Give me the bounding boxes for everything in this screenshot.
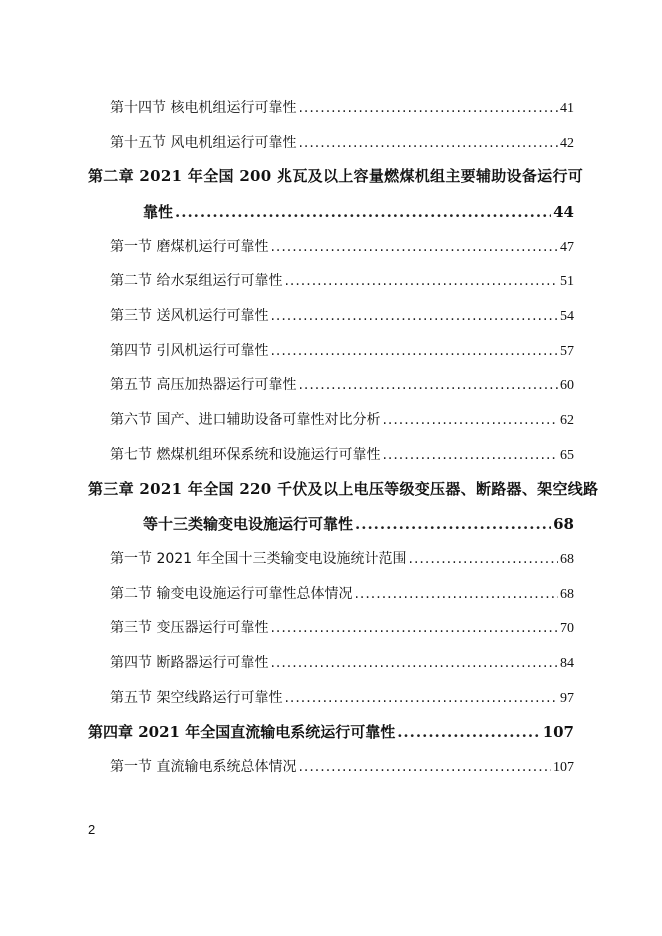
toc-entry-section-7[interactable] xyxy=(110,444,574,464)
dot-leader xyxy=(382,412,558,428)
toc-entry-section-14[interactable] xyxy=(110,97,574,117)
toc-entry-section-5[interactable] xyxy=(110,374,574,394)
toc-entry-page: 44 xyxy=(553,203,574,221)
toc-entry-page: 68 xyxy=(553,515,574,533)
toc-entry-page: 60 xyxy=(560,378,574,393)
toc-entry-label: 第五节 架空线路运行可靠性 xyxy=(110,690,283,706)
toc-entry-section-2[interactable] xyxy=(110,583,574,603)
toc-entry-label: 第七节 燃煤机组环保系统和设施运行可靠性 xyxy=(110,447,381,463)
toc-entry-label: 第一节 磨煤机运行可靠性 xyxy=(110,239,269,255)
toc-entry-section-1[interactable] xyxy=(110,756,574,776)
toc-entry-label: 第四节 引风机运行可靠性 xyxy=(110,343,269,359)
dot-leader xyxy=(382,447,558,463)
toc-entry-page: 97 xyxy=(560,691,574,706)
toc-entry-section-3[interactable] xyxy=(110,617,574,637)
toc-entry-label: 第四章 2021 年全国直流输电系统运行可靠性 xyxy=(88,723,396,741)
toc-entry-label: 第一节 直流输电系统总体情况 xyxy=(110,759,297,775)
toc-entry-section-5[interactable] xyxy=(110,687,574,707)
toc-entry-label: 靠性 xyxy=(143,203,174,221)
dot-leader xyxy=(298,377,558,393)
toc-entry-label: 第一节 2021 年全国十三类输变电设施统计范围 xyxy=(110,551,407,567)
dot-leader xyxy=(175,203,551,221)
toc-entry-page: 62 xyxy=(560,413,574,428)
dot-leader xyxy=(270,343,558,359)
dot-leader xyxy=(355,515,551,533)
toc-entry-label: 第十四节 核电机组运行可靠性 xyxy=(110,100,297,116)
dot-leader xyxy=(397,723,540,741)
toc-entry-page: 70 xyxy=(560,621,574,636)
toc-entry-label: 等十三类输变电设施运行可靠性 xyxy=(143,515,354,533)
toc-entry-section-15[interactable] xyxy=(110,132,574,152)
toc-entry-section-4[interactable] xyxy=(110,340,574,360)
dot-leader xyxy=(354,586,558,602)
toc-entry-label: 第三节 送风机运行可靠性 xyxy=(110,308,269,324)
dot-leader xyxy=(284,690,558,706)
toc-entry-page: 54 xyxy=(560,309,574,324)
dot-leader xyxy=(298,759,551,775)
toc-entry-label: 第十五节 风电机组运行可靠性 xyxy=(110,135,297,151)
toc-chapter-2-title[interactable]: 第二章 2021 年全国 200 兆瓦及以上容量燃煤机组主要辅助设备运行可 xyxy=(88,167,584,185)
page-number: 2 xyxy=(88,822,96,837)
toc-entry-page: 107 xyxy=(553,760,574,775)
toc-entry-page: 42 xyxy=(560,136,574,151)
toc-entry-label: 第四节 断路器运行可靠性 xyxy=(110,655,269,671)
dot-leader xyxy=(298,100,558,116)
toc-entry-page: 68 xyxy=(560,552,574,567)
toc-chapter-2-continuation[interactable] xyxy=(143,201,574,222)
toc-entry-page: 68 xyxy=(560,587,574,602)
toc-entry-label: 第五节 高压加热器运行可靠性 xyxy=(110,377,297,393)
toc-entry-page: 51 xyxy=(560,274,574,289)
toc-entry-label: 第三节 变压器运行可靠性 xyxy=(110,620,269,636)
toc-entry-page: 84 xyxy=(560,656,574,671)
toc-entry-page: 57 xyxy=(560,344,574,359)
toc-entry-page: 47 xyxy=(560,240,574,255)
toc-entry-label: 第二节 输变电设施运行可靠性总体情况 xyxy=(110,586,353,602)
dot-leader xyxy=(270,620,558,636)
dot-leader xyxy=(270,239,558,255)
toc-entry-label: 第二节 给水泵组运行可靠性 xyxy=(110,273,283,289)
toc-entry-section-6[interactable] xyxy=(110,409,574,429)
toc-entry-page: 107 xyxy=(542,723,574,741)
dot-leader xyxy=(270,655,558,671)
toc-entry-section-1[interactable] xyxy=(110,548,574,568)
toc-entry-page: 65 xyxy=(560,448,574,463)
toc-entry-label: 第六节 国产、进口辅助设备可靠性对比分析 xyxy=(110,412,381,428)
toc-chapter-3-continuation[interactable] xyxy=(143,513,574,534)
toc-chapter-3-title[interactable]: 第三章 2021 年全国 220 千伏及以上电压等级变压器、断路器、架空线路 xyxy=(88,480,599,498)
dot-leader xyxy=(298,135,558,151)
toc-entry-section-4[interactable] xyxy=(110,652,574,672)
toc-entry-section-3[interactable] xyxy=(110,305,574,325)
dot-leader xyxy=(409,551,558,567)
toc-entry-section-1[interactable] xyxy=(110,236,574,256)
dot-leader xyxy=(270,308,558,324)
toc-entry-page: 41 xyxy=(560,101,574,116)
toc-chapter-4[interactable] xyxy=(88,721,574,742)
dot-leader xyxy=(284,273,558,289)
toc-entry-section-2[interactable] xyxy=(110,270,574,290)
